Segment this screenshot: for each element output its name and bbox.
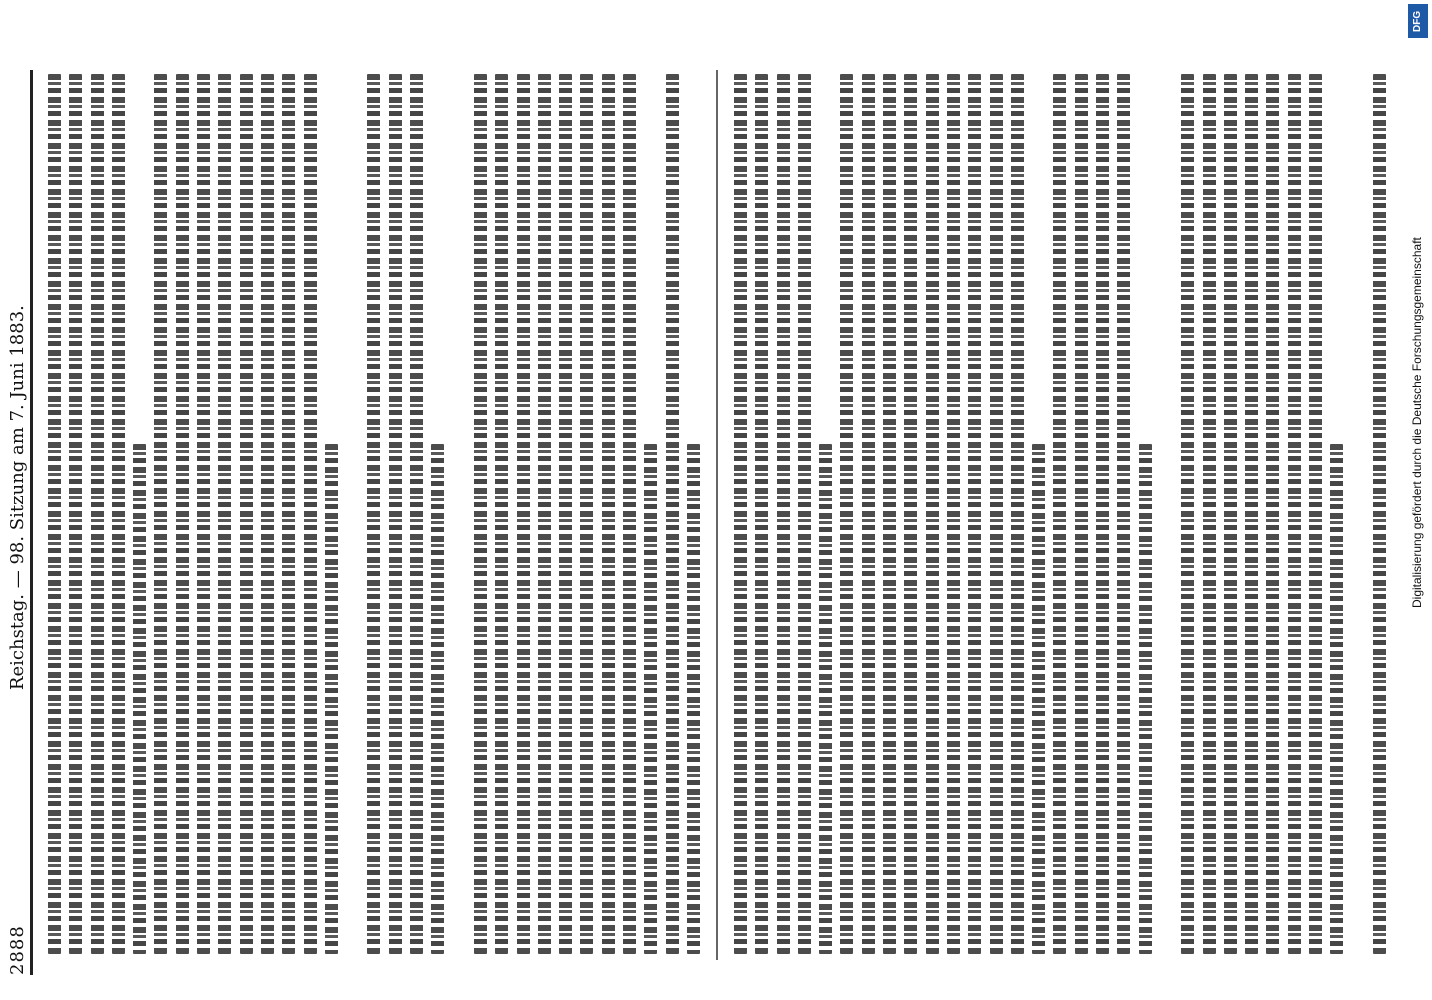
text-line <box>278 74 299 954</box>
text-line <box>794 74 815 954</box>
text-line <box>879 74 900 954</box>
text-line <box>943 74 964 954</box>
text-line <box>236 74 257 954</box>
digitization-notice: Digitalisierung gefördert durch die Deutsche Forschungsgemeinschaft <box>1410 237 1424 608</box>
text-line <box>773 74 794 954</box>
text-line <box>683 74 704 954</box>
text-line <box>1369 74 1390 954</box>
text-line <box>555 74 576 954</box>
header-rule <box>30 70 33 975</box>
text-line <box>858 74 879 954</box>
text-line <box>619 74 640 954</box>
running-header <box>6 70 30 975</box>
text-line <box>129 74 150 954</box>
text-line <box>470 74 491 954</box>
text-line <box>1305 74 1326 954</box>
text-line <box>1284 74 1305 954</box>
text-line <box>1199 74 1220 954</box>
column-separator <box>716 70 718 960</box>
text-line <box>662 74 683 954</box>
text-line <box>598 74 619 954</box>
text-line <box>1177 74 1198 954</box>
paragraph-gap <box>342 74 363 954</box>
header-title: Reichstag. — 98. Sitzung am 7. Juni 1883. <box>7 305 28 691</box>
text-line <box>751 74 772 954</box>
text-line <box>1092 74 1113 954</box>
text-line <box>986 74 1007 954</box>
paragraph-gap <box>1156 74 1177 954</box>
text-line <box>576 74 597 954</box>
text-line <box>172 74 193 954</box>
text-line <box>257 74 278 954</box>
text-line <box>836 74 857 954</box>
text-line <box>534 74 555 954</box>
paragraph-gap <box>449 74 470 954</box>
text-line <box>406 74 427 954</box>
text-line <box>1113 74 1134 954</box>
text-line <box>900 74 921 954</box>
text-line <box>964 74 985 954</box>
text-line <box>1326 74 1347 954</box>
text-line <box>1135 74 1156 954</box>
text-line <box>363 74 384 954</box>
paragraph-gap <box>1348 74 1369 954</box>
text-line <box>1007 74 1028 954</box>
text-column-right <box>730 74 1390 954</box>
page-number: 2888 <box>7 925 28 975</box>
text-line <box>44 74 65 954</box>
text-line <box>321 74 342 954</box>
text-line <box>730 74 751 954</box>
text-line <box>1241 74 1262 954</box>
text-line <box>922 74 943 954</box>
text-line <box>385 74 406 954</box>
text-line <box>1220 74 1241 954</box>
text-line <box>65 74 86 954</box>
text-line <box>815 74 836 954</box>
text-line <box>427 74 448 954</box>
text-line <box>87 74 108 954</box>
text-line <box>108 74 129 954</box>
text-line <box>513 74 534 954</box>
text-line <box>193 74 214 954</box>
text-line <box>1071 74 1092 954</box>
text-line <box>300 74 321 954</box>
text-column-left <box>44 74 704 954</box>
text-line <box>1049 74 1070 954</box>
text-line <box>1262 74 1283 954</box>
text-line <box>150 74 171 954</box>
dfg-logo: DFG <box>1408 4 1428 38</box>
text-line <box>1028 74 1049 954</box>
text-line <box>640 74 661 954</box>
text-line <box>491 74 512 954</box>
text-line <box>214 74 235 954</box>
